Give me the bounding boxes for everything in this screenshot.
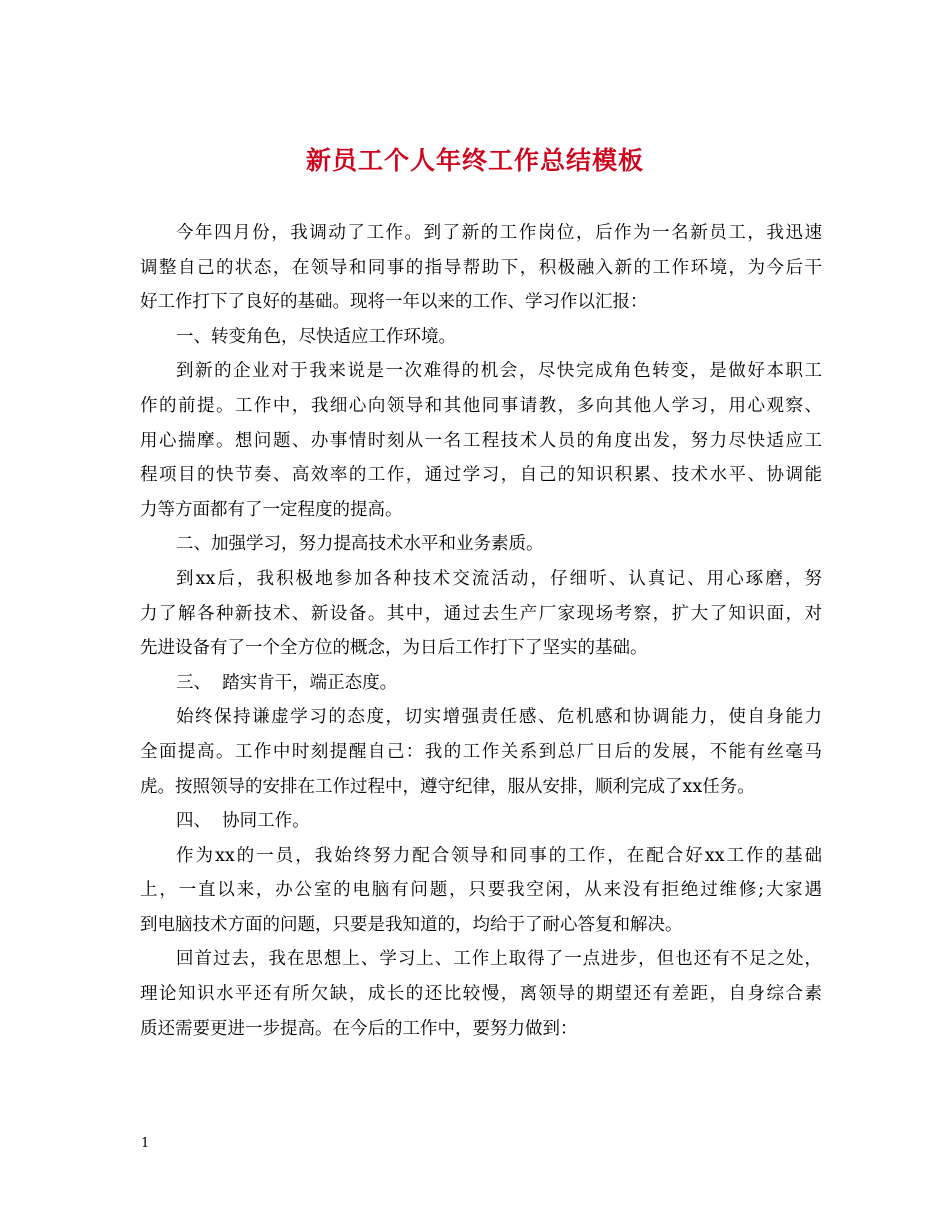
text-line: 作的前提。工作中，我细心向领导和其他同事请教，多向其他人学习，用心观察、 [140, 395, 822, 416]
text-line: 虎。按照领导的安排在工作过程中，遵守纪律，服从安排，顺利完成了xx任务。 [140, 776, 755, 797]
text-line: 回首过去，我在思想上、学习上、工作上取得了一点进步，但也还有不足之处， [176, 949, 822, 970]
text-line: 今年四月份，我调动了工作。到了新的工作岗位，后作为一名新员工，我迅速 [176, 223, 822, 243]
text-line: 理论知识水平还有所欠缺，成长的还比较慢，离领导的期望还有差距，自身综合素 [140, 984, 822, 1005]
text-line: 到新的企业对于我来说是一次难得的机会，尽快完成角色转变，是做好本职工 [176, 361, 822, 382]
section-heading: 二、加强学习，努力提高技术水平和业务素质。 [176, 534, 544, 555]
section-heading: 四、 协同工作。 [176, 811, 310, 832]
text-line: 到xx后，我积极地参加各种技术交流活动，仔细听、认真记、用心琢磨，努 [176, 568, 822, 589]
text-line: 用心揣摩。想问题、办事情时刻从一名工程技术人员的角度出发，努力尽快适应工 [140, 430, 822, 451]
text-line: 全面提高。工作中时刻提醒自己：我的工作关系到总厂日后的发展，不能有丝毫马 [140, 741, 822, 762]
text-line: 上，一直以来，办公室的电脑有问题，只要我空闲，从来没有拒绝过维修;大家遇 [140, 880, 822, 901]
text-line: 程项目的快节奏、高效率的工作，通过学习，自己的知识积累、技术水平、协调能 [140, 465, 822, 486]
text-line: 始终保持谦虚学习的态度，切实增强责任感、危机感和协调能力，使自身能力 [176, 707, 822, 728]
text-line: 力了解各种新技术、新设备。其中，通过去生产厂家现场考察，扩大了知识面，对 [140, 603, 822, 624]
document-body [140, 216, 822, 1046]
text-line: 作为xx的一员，我始终努力配合领导和同事的工作，在配合好xx工作的基础 [176, 845, 822, 866]
text-line: 先进设备有了一个全方位的概念，为日后工作打下了坚实的基础。 [140, 638, 648, 659]
text-line: 到电脑技术方面的问题，只要是我知道的，均给于了耐心答复和解决。 [140, 914, 683, 935]
page-number: 1 [141, 1136, 150, 1151]
text-line: 调整自己的状态，在领导和同事的指导帮助下，积极融入新的工作环境，为今后干 [140, 257, 822, 278]
section-heading: 三、 踏实肯干，端正态度。 [176, 672, 398, 693]
section-heading: 一、转变角色，尽快适应工作环境。 [176, 326, 456, 347]
text-line: 力等方面都有了一定程度的提高。 [140, 499, 403, 520]
document-title: 新员工个人年终工作总结模板 [305, 146, 644, 175]
text-line: 质还需要更进一步提高。在今后的工作中，要努力做到： [140, 1018, 578, 1039]
text-line: 好工作打下了良好的基础。现将一年以来的工作、学习作以汇报： [140, 292, 648, 313]
